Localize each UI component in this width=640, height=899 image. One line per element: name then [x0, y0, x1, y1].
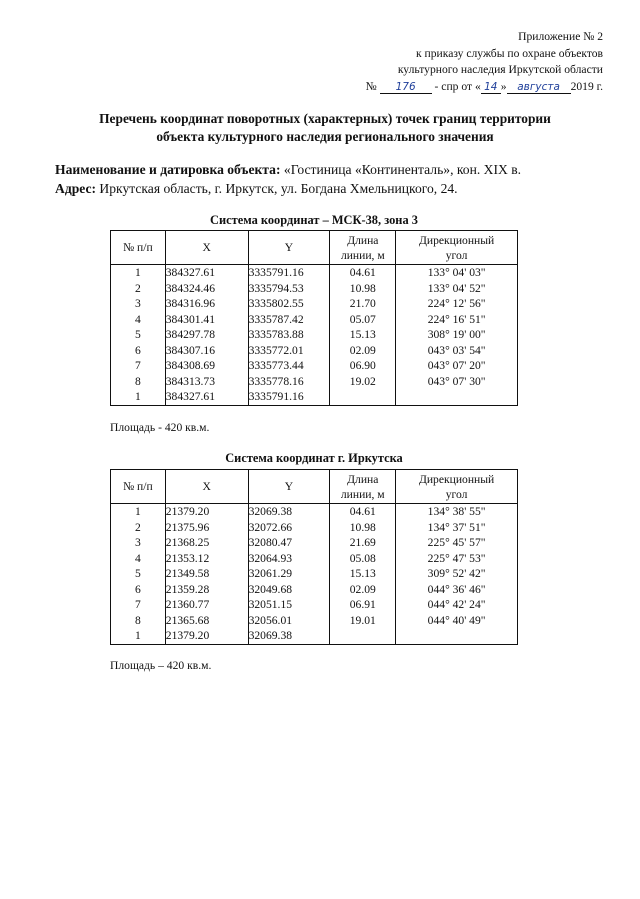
- angle-column: [396, 504, 518, 645]
- point-number: 7: [134, 598, 141, 611]
- point-y: 3335802.55: [248, 297, 304, 310]
- point-number: 8: [134, 374, 141, 388]
- header-length: [330, 231, 396, 265]
- header-num: № п/п: [111, 470, 166, 504]
- point-number: 6: [134, 582, 141, 596]
- header-length: [330, 470, 396, 504]
- segment-angle: 225° 45' 57": [427, 536, 486, 549]
- header-length-line2: линии, м: [340, 487, 385, 501]
- segment-length: 05.07: [349, 312, 376, 326]
- order-day-handwritten: 14: [481, 81, 501, 94]
- coord-system-title-msk38: Система координат – МСК-38, зона 3: [210, 213, 418, 227]
- point-number: 5: [134, 328, 141, 341]
- header-angle: [396, 231, 518, 265]
- appendix-label: Приложение № 2: [518, 30, 603, 43]
- document-title: [60, 110, 590, 146]
- point-y: 32072.66: [248, 520, 293, 534]
- header-length-line2: линии, м: [340, 248, 385, 262]
- point-y: 3335773.44: [248, 359, 304, 372]
- segment-angle: 043° 07' 30": [427, 374, 486, 388]
- area-irkutsk: Площадь – 420 кв.м.: [110, 659, 212, 672]
- segment-angle: 044° 36' 46": [427, 582, 486, 596]
- point-number: 1: [134, 266, 141, 279]
- segment-angle: 224° 16' 51": [427, 312, 486, 326]
- segment-length: 15.13: [349, 328, 376, 341]
- angle-column: [396, 265, 518, 406]
- point-x: 21379.20: [165, 505, 210, 518]
- point-number: 2: [134, 281, 141, 295]
- segment-angle: 133° 04' 52": [427, 281, 486, 295]
- point-y: 3335791.16: [248, 390, 304, 403]
- point-y: 32069.38: [248, 505, 293, 518]
- segment-angle: 133° 04' 03": [427, 266, 486, 279]
- segment-length: 19.02: [349, 374, 376, 388]
- header-angle-line2: угол: [445, 487, 468, 501]
- point-x: 384301.41: [165, 312, 216, 326]
- point-x: 21379.20: [165, 629, 210, 642]
- point-x: 21375.96: [165, 520, 210, 534]
- object-address-label: Адрес:: [55, 181, 97, 196]
- segment-length: 02.09: [349, 343, 376, 357]
- point-x: 384308.69: [165, 359, 216, 372]
- segment-length: 21.70: [349, 297, 376, 310]
- header-x: X: [165, 231, 248, 265]
- point-y: 3335791.16: [248, 266, 304, 279]
- document-title-line1: Перечень координат поворотных (характерных) точек границ территории: [99, 111, 551, 126]
- segment-length: 02.09: [349, 582, 376, 596]
- point-y: 32069.38: [248, 629, 293, 642]
- order-from-label: - спр от «: [434, 79, 481, 93]
- point-y: 32061.29: [248, 567, 293, 580]
- y-column: [248, 504, 330, 645]
- point-number: 3: [134, 297, 141, 310]
- point-x: 384327.61: [165, 390, 216, 403]
- point-number: 4: [134, 551, 141, 565]
- order-number-line: [366, 79, 603, 96]
- segment-length: 10.98: [349, 520, 376, 534]
- coordinates-table-msk38: [110, 230, 518, 406]
- coord-system-title-irkutsk: Система координат г. Иркутска: [225, 451, 403, 465]
- point-y: 3335787.42: [248, 312, 304, 326]
- point-x: 21360.77: [165, 598, 210, 611]
- table-header-row: [111, 231, 518, 265]
- point-number: 5: [134, 567, 141, 580]
- quote-close: »: [500, 79, 507, 93]
- table-body-row: [111, 265, 518, 406]
- point-x: 21365.68: [165, 613, 210, 627]
- x-column: [165, 265, 248, 406]
- table-body-row: [111, 504, 518, 645]
- coordinates-table-irkutsk: [110, 469, 518, 645]
- header-y: Y: [248, 470, 330, 504]
- point-number: 6: [134, 343, 141, 357]
- header-length-line1: Длина: [347, 233, 379, 247]
- segment-length: 05.08: [349, 551, 376, 565]
- order-reference-line1: к приказу службы по охране объектов: [416, 46, 603, 60]
- point-y: 32056.01: [248, 613, 293, 627]
- header-angle-line1: Дирекционный: [418, 472, 495, 486]
- segment-length: 06.90: [349, 359, 376, 372]
- point-y: 3335772.01: [248, 343, 304, 357]
- point-y: 3335794.53: [248, 281, 304, 295]
- header-angle: [396, 470, 518, 504]
- x-column: [165, 504, 248, 645]
- segment-length: 15.13: [349, 567, 376, 580]
- point-y: 3335783.88: [248, 328, 304, 341]
- point-x: 384297.78: [165, 328, 216, 341]
- object-name-value: «Гостиница «Континенталь», кон. XIX в.: [283, 162, 522, 177]
- segment-angle: 308° 19' 00": [427, 328, 486, 341]
- segment-angle: 134° 38' 55": [427, 505, 486, 518]
- segment-angle: 134° 37' 51": [427, 520, 486, 534]
- segment-length: 10.98: [349, 281, 376, 295]
- point-number: 7: [134, 359, 141, 372]
- header-angle-line1: Дирекционный: [418, 233, 495, 247]
- point-x: 384307.16: [165, 343, 216, 357]
- segment-angle: 044° 40' 49": [427, 613, 486, 627]
- order-number-handwritten: 176: [380, 81, 432, 94]
- order-year: 2019 г.: [570, 79, 603, 93]
- header-angle-line2: угол: [445, 248, 468, 262]
- header-num: № п/п: [111, 231, 166, 265]
- order-month-handwritten: августа: [507, 81, 571, 94]
- point-x: 384316.96: [165, 297, 216, 310]
- point-x: 384313.73: [165, 374, 216, 388]
- segment-angle: 044° 42' 24": [427, 598, 486, 611]
- point-number: 1: [134, 390, 141, 403]
- object-name: [55, 160, 521, 179]
- segment-length: 04.61: [349, 266, 376, 279]
- point-number: 2: [134, 520, 141, 534]
- point-number: 3: [134, 536, 141, 549]
- table-header-row: [111, 470, 518, 504]
- object-address-value: Иркутская область, г. Иркутск, ул. Богдана Хмельницкого, 24.: [99, 181, 458, 196]
- header-y: Y: [248, 231, 330, 265]
- appendix-block: [366, 29, 603, 95]
- point-number: 8: [134, 613, 141, 627]
- object-address: [55, 179, 458, 198]
- segment-angle: 224° 12' 56": [427, 297, 486, 310]
- point-x: 384327.61: [165, 266, 216, 279]
- point-y: 32064.93: [248, 551, 293, 565]
- point-x: 21349.58: [165, 567, 210, 580]
- point-x: 21353.12: [165, 551, 210, 565]
- area-msk38: Площадь - 420 кв.м.: [110, 421, 210, 434]
- y-column: [248, 265, 330, 406]
- length-column: [330, 265, 396, 406]
- object-name-label: Наименование и датировка объекта:: [55, 162, 281, 177]
- segment-angle: 043° 07' 20": [427, 359, 486, 372]
- segment-length: 04.61: [349, 505, 376, 518]
- header-length-line1: Длина: [347, 472, 379, 486]
- point-number-column: [111, 265, 166, 406]
- point-number: 4: [134, 312, 141, 326]
- header-x: X: [165, 470, 248, 504]
- segment-angle: 309° 52' 42": [427, 567, 486, 580]
- point-number: 1: [134, 629, 141, 642]
- point-x: 21368.25: [165, 536, 210, 549]
- segment-length: 21.69: [349, 536, 376, 549]
- point-x: 21359.28: [165, 582, 210, 596]
- point-y: 32049.68: [248, 582, 293, 596]
- segment-angle: 225° 47' 53": [427, 551, 486, 565]
- point-x: 384324.46: [165, 281, 216, 295]
- segment-angle: 043° 03' 54": [427, 343, 486, 357]
- segment-length: 19.01: [349, 613, 376, 627]
- point-y: 3335778.16: [248, 374, 304, 388]
- document-title-line2: объекта культурного наследия регионального значения: [156, 129, 494, 144]
- point-number-column: [111, 504, 166, 645]
- point-number: 1: [134, 505, 141, 518]
- point-y: 32051.15: [248, 598, 293, 611]
- segment-length: 06.91: [349, 598, 376, 611]
- order-reference-line2: культурного наследия Иркутской области: [397, 63, 603, 76]
- length-column: [330, 504, 396, 645]
- point-y: 32080.47: [248, 536, 293, 549]
- number-sign: №: [365, 79, 377, 93]
